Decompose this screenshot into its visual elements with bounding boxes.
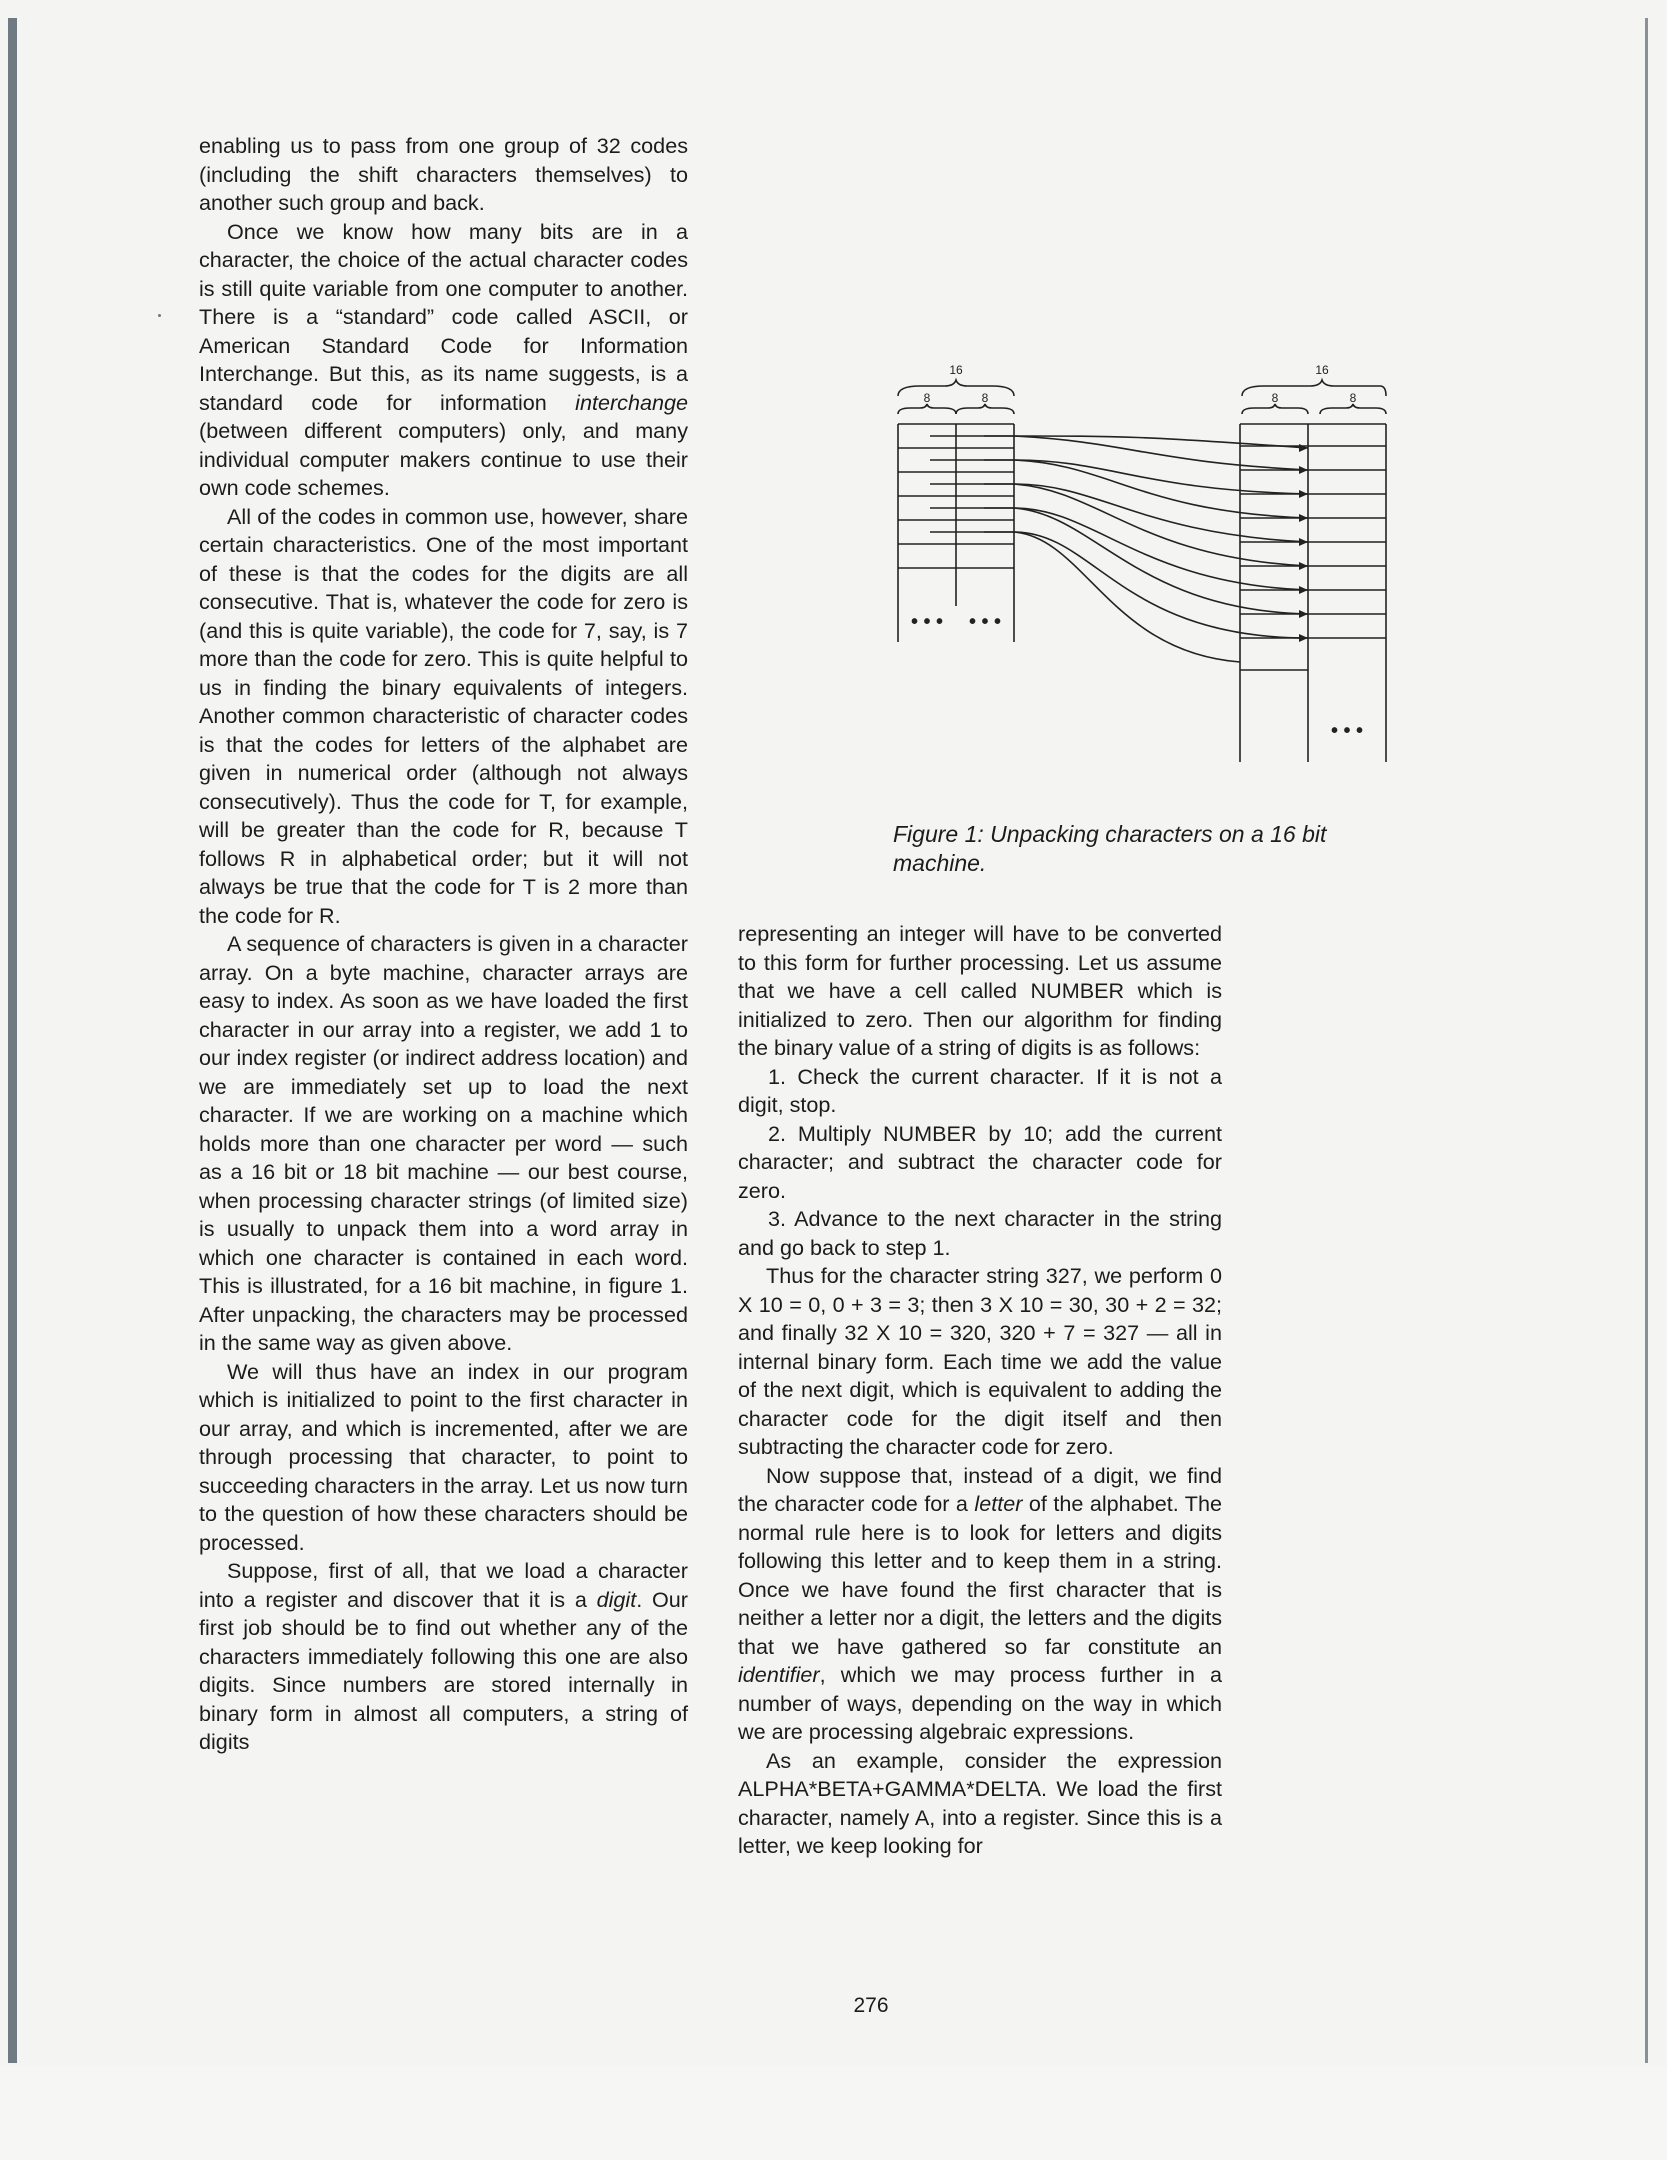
paragraph: A sequence of characters is given in a character array. On a byte machine, character arrays are easy to index. As soon as we have loaded the first character in our array into a register, we add 1 to our index register (or indirect address location) and we are immediately set up to load the next character. If we are working on a machine which holds more than one character per word — such as a 16 bit or 18 bit machine — our best course, when processing character strings (of limited size) is usually to unpack them into a word array in which one character is contained in each word. This is illustrated, for a 16 bit machine, in figure 1. After unpacking, the characters may be processed in the same way as given above. bbox=[199, 931, 688, 1355]
print-speck bbox=[158, 314, 161, 317]
paragraph: We will thus have an index in our program which is initialized to point to the first character in our array, and which is incremented, after we are through processing that character, to point to succeeding characters in the array. Let us now turn to the question of how these characters should be processed. bbox=[199, 1358, 688, 1555]
algorithm-step: 3. Advance to the next character in the string and go back to step 1. bbox=[738, 1206, 1222, 1260]
connector bbox=[930, 484, 1308, 542]
left-byte-brace-2 bbox=[956, 404, 1014, 414]
paragraph: Suppose, first of all, that we load a character into a register and discover that it is a digit. Our first job should be to find out whether any of the characters immediately following this one are also digits. Since numbers are stored internally in binary form in almost all computers, a string of digits bbox=[199, 1558, 688, 1754]
right-byte-label: 8 bbox=[1271, 391, 1279, 405]
page-margin bbox=[0, 2066, 1667, 2160]
left-byte-label: 8 bbox=[981, 391, 989, 405]
connector bbox=[984, 484, 1308, 566]
left-text-column bbox=[199, 132, 688, 1757]
connector bbox=[930, 460, 1308, 494]
left-byte-brace-1 bbox=[898, 404, 956, 414]
right-byte-brace-2 bbox=[1320, 404, 1386, 414]
paragraph: Thus for the character string 327, we perform 0 X 10 = 0, 0 + 3 = 3; then 3 X 10 = 30, 30 + 2 = 32; and finally 32 X 10 = 320, 320 + 7 = 327 — all in internal binary form. Each time we add the value of the next digit, which is equivalent to adding the character code for the digit itself and then subtracting the character code for zero. bbox=[738, 1263, 1222, 1459]
paragraph: Now suppose that, instead of a digit, we find the character code for a letter of the alphabet. The normal rule here is to look for letters and digits following this letter and to keep them in a string. Once we have found the first character that is neither a letter nor a digit, the letters and the digits that we have gathered so far constitute an identifier, which we may process further in a number of ways, depending on the way in which we are processing algebraic expressions. bbox=[738, 1462, 1222, 1744]
left-word-label: 16 bbox=[949, 363, 963, 377]
unpacking-diagram bbox=[880, 352, 1400, 782]
algorithm-step: 2. Multiply NUMBER by 10; add the current character; and subtract the character code for zero. bbox=[738, 1120, 1222, 1203]
page-edge bbox=[1645, 18, 1648, 2063]
left-byte-label: 8 bbox=[923, 391, 931, 405]
paragraph: As an example, consider the expression ALPHA*BETA+GAMMA*DELTA. We load the first character, namely A, into a register. Since this is a letter, we keep looking for bbox=[738, 1747, 1222, 1858]
paragraph: All of the codes in common use, however, share certain characteristics. One of the most important of these is that the codes for the digits are all consecutive. That is, whatever the code for zero is (and this is quite variable), the code for 7, say, is 7 more than the code for zero. This is quite helpful to us in finding the binary equivalents of integers. Another common characteristic of character codes is that the codes for letters of the alphabet are given in numerical order (although not always consecutively). Thus the code for T, for example, will be greater than the code for R, because T follows R in alphabetical order; but it will not always be true that the code for T is 2 more than the code for R. bbox=[199, 503, 688, 928]
connector bbox=[984, 436, 1308, 470]
figure-caption: Figure 1: Unpacking characters on a 16 bit machine. bbox=[893, 821, 1327, 876]
left-ellipsis: • • • bbox=[968, 611, 1002, 633]
paragraph: enabling us to pass from one group of 32 codes (including the shift characters themselves) to another such group and back. bbox=[199, 133, 688, 215]
right-ellipsis: • • • bbox=[1330, 720, 1364, 742]
page-number: 276 bbox=[853, 1994, 889, 2017]
right-word-brace bbox=[1242, 380, 1386, 396]
binding-edge bbox=[8, 18, 17, 2063]
right-byte-brace-1 bbox=[1242, 404, 1308, 414]
paragraph: Once we know how many bits are in a character, the choice of the actual character codes is still quite variable from one computer to another. There is a “standard” code called ASCII, or American Standard Code for Information Interchange. But this, as its name suggests, is a standard code for information interchange (between different computers) only, and many individual computer makers continue to use their own code schemes. bbox=[199, 218, 688, 500]
right-word-label: 16 bbox=[1315, 363, 1329, 377]
algorithm-step: 1. Check the current character. If it is not a digit, stop. bbox=[738, 1063, 1222, 1117]
right-text-column bbox=[738, 920, 1222, 1861]
paragraph: representing an integer will have to be converted to this form for further processing. Let us assume that we have a cell called NUMBER which is initialized to zero. Then our algorithm for finding the binary value of a string of digits is as follows: bbox=[738, 921, 1222, 1060]
right-byte-label: 8 bbox=[1349, 391, 1357, 405]
left-word-brace bbox=[898, 380, 1014, 396]
left-ellipsis: • • • bbox=[910, 611, 944, 633]
